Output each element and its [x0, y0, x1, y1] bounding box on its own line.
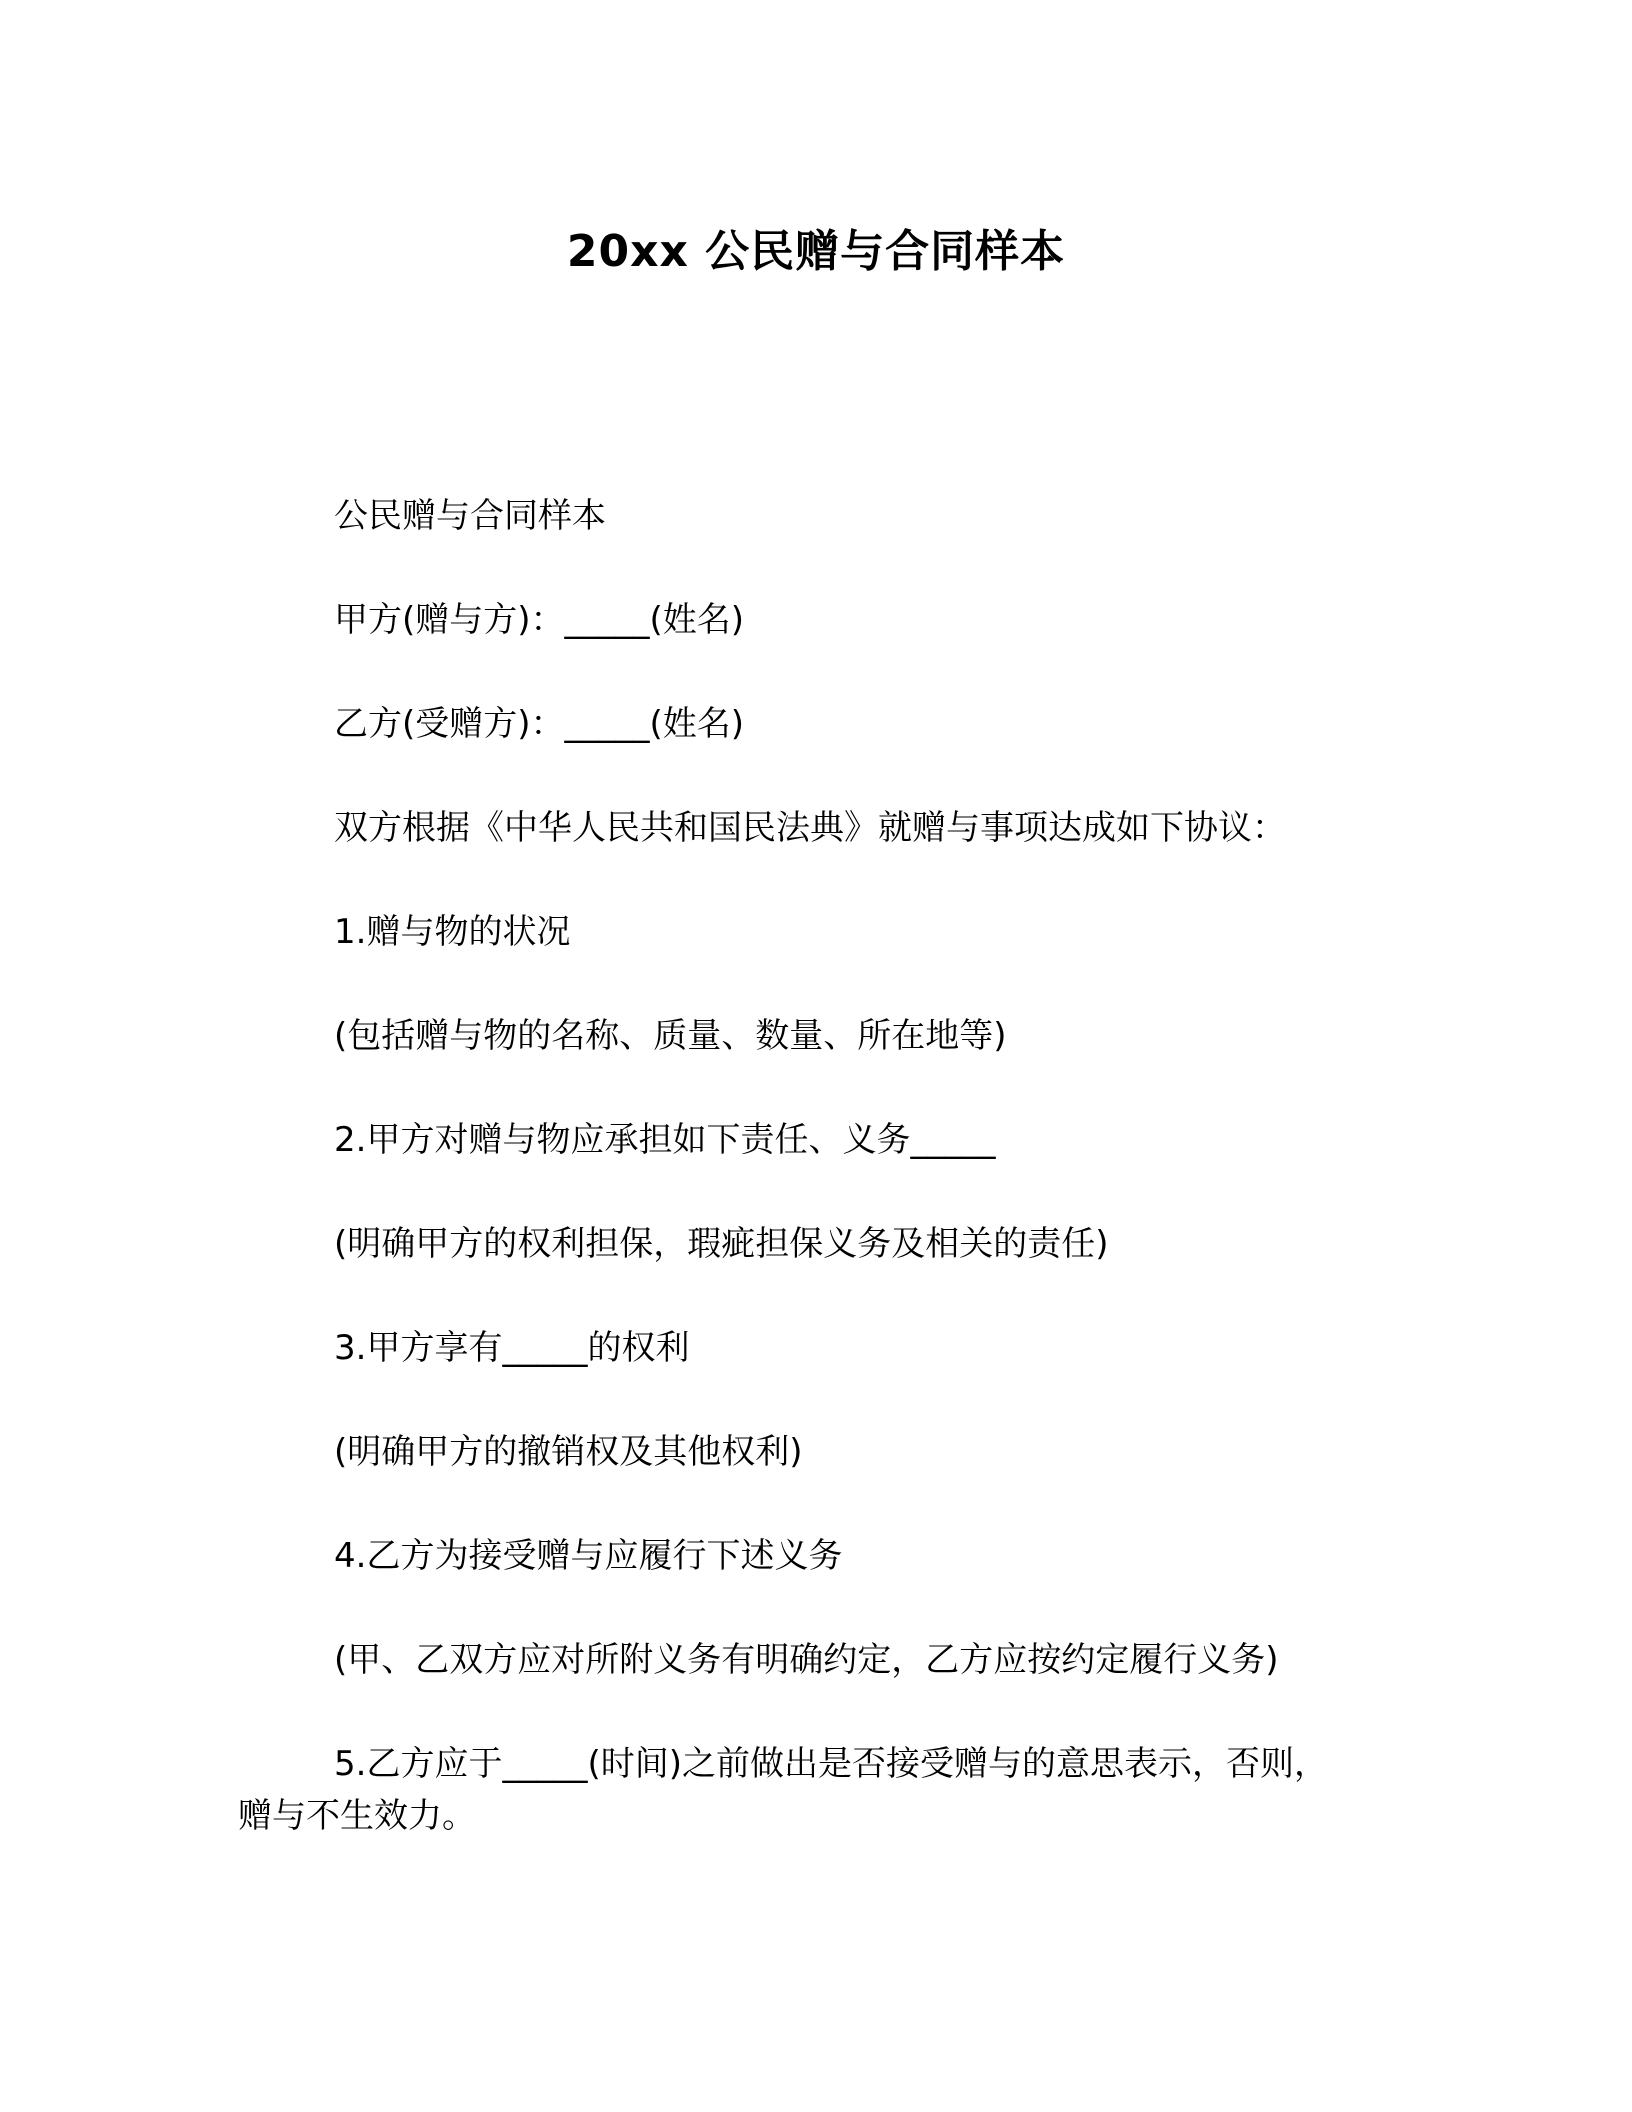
paragraph: 公民赠与合同样本: [334, 496, 606, 536]
paragraph: 双方根据《中华人民共和国民法典》就赠与事项达成如下协议：: [334, 808, 1286, 848]
paragraph: 5.乙方应于_____(时间)之前做出是否接受赠与的意思表示，否则，赠与不生效力。: [238, 1744, 1328, 1836]
paragraph: 4.乙方为接受赠与应履行下述义务: [334, 1536, 843, 1576]
paragraph: (甲、乙双方应对所附义务有明确约定，乙方应按约定履行义务): [334, 1640, 1279, 1680]
paragraph: 甲方(赠与方)：_____(姓名): [334, 600, 745, 640]
paragraph: (明确甲方的权利担保，瑕疵担保义务及相关的责任): [334, 1224, 1109, 1264]
document-title: 20xx 公民赠与合同样本: [566, 226, 1066, 277]
paragraph: 2.甲方对赠与物应承担如下责任、义务_____: [334, 1120, 996, 1160]
paragraph: (明确甲方的撤销权及其他权利): [334, 1432, 803, 1472]
paragraph: 3.甲方享有_____的权利: [334, 1328, 690, 1368]
paragraph: 1.赠与物的状况: [334, 912, 571, 952]
paragraph: (包括赠与物的名称、质量、数量、所在地等): [334, 1016, 1007, 1056]
document-body: [238, 490, 1358, 1894]
paragraph: 乙方(受赠方)：_____(姓名): [334, 704, 745, 744]
